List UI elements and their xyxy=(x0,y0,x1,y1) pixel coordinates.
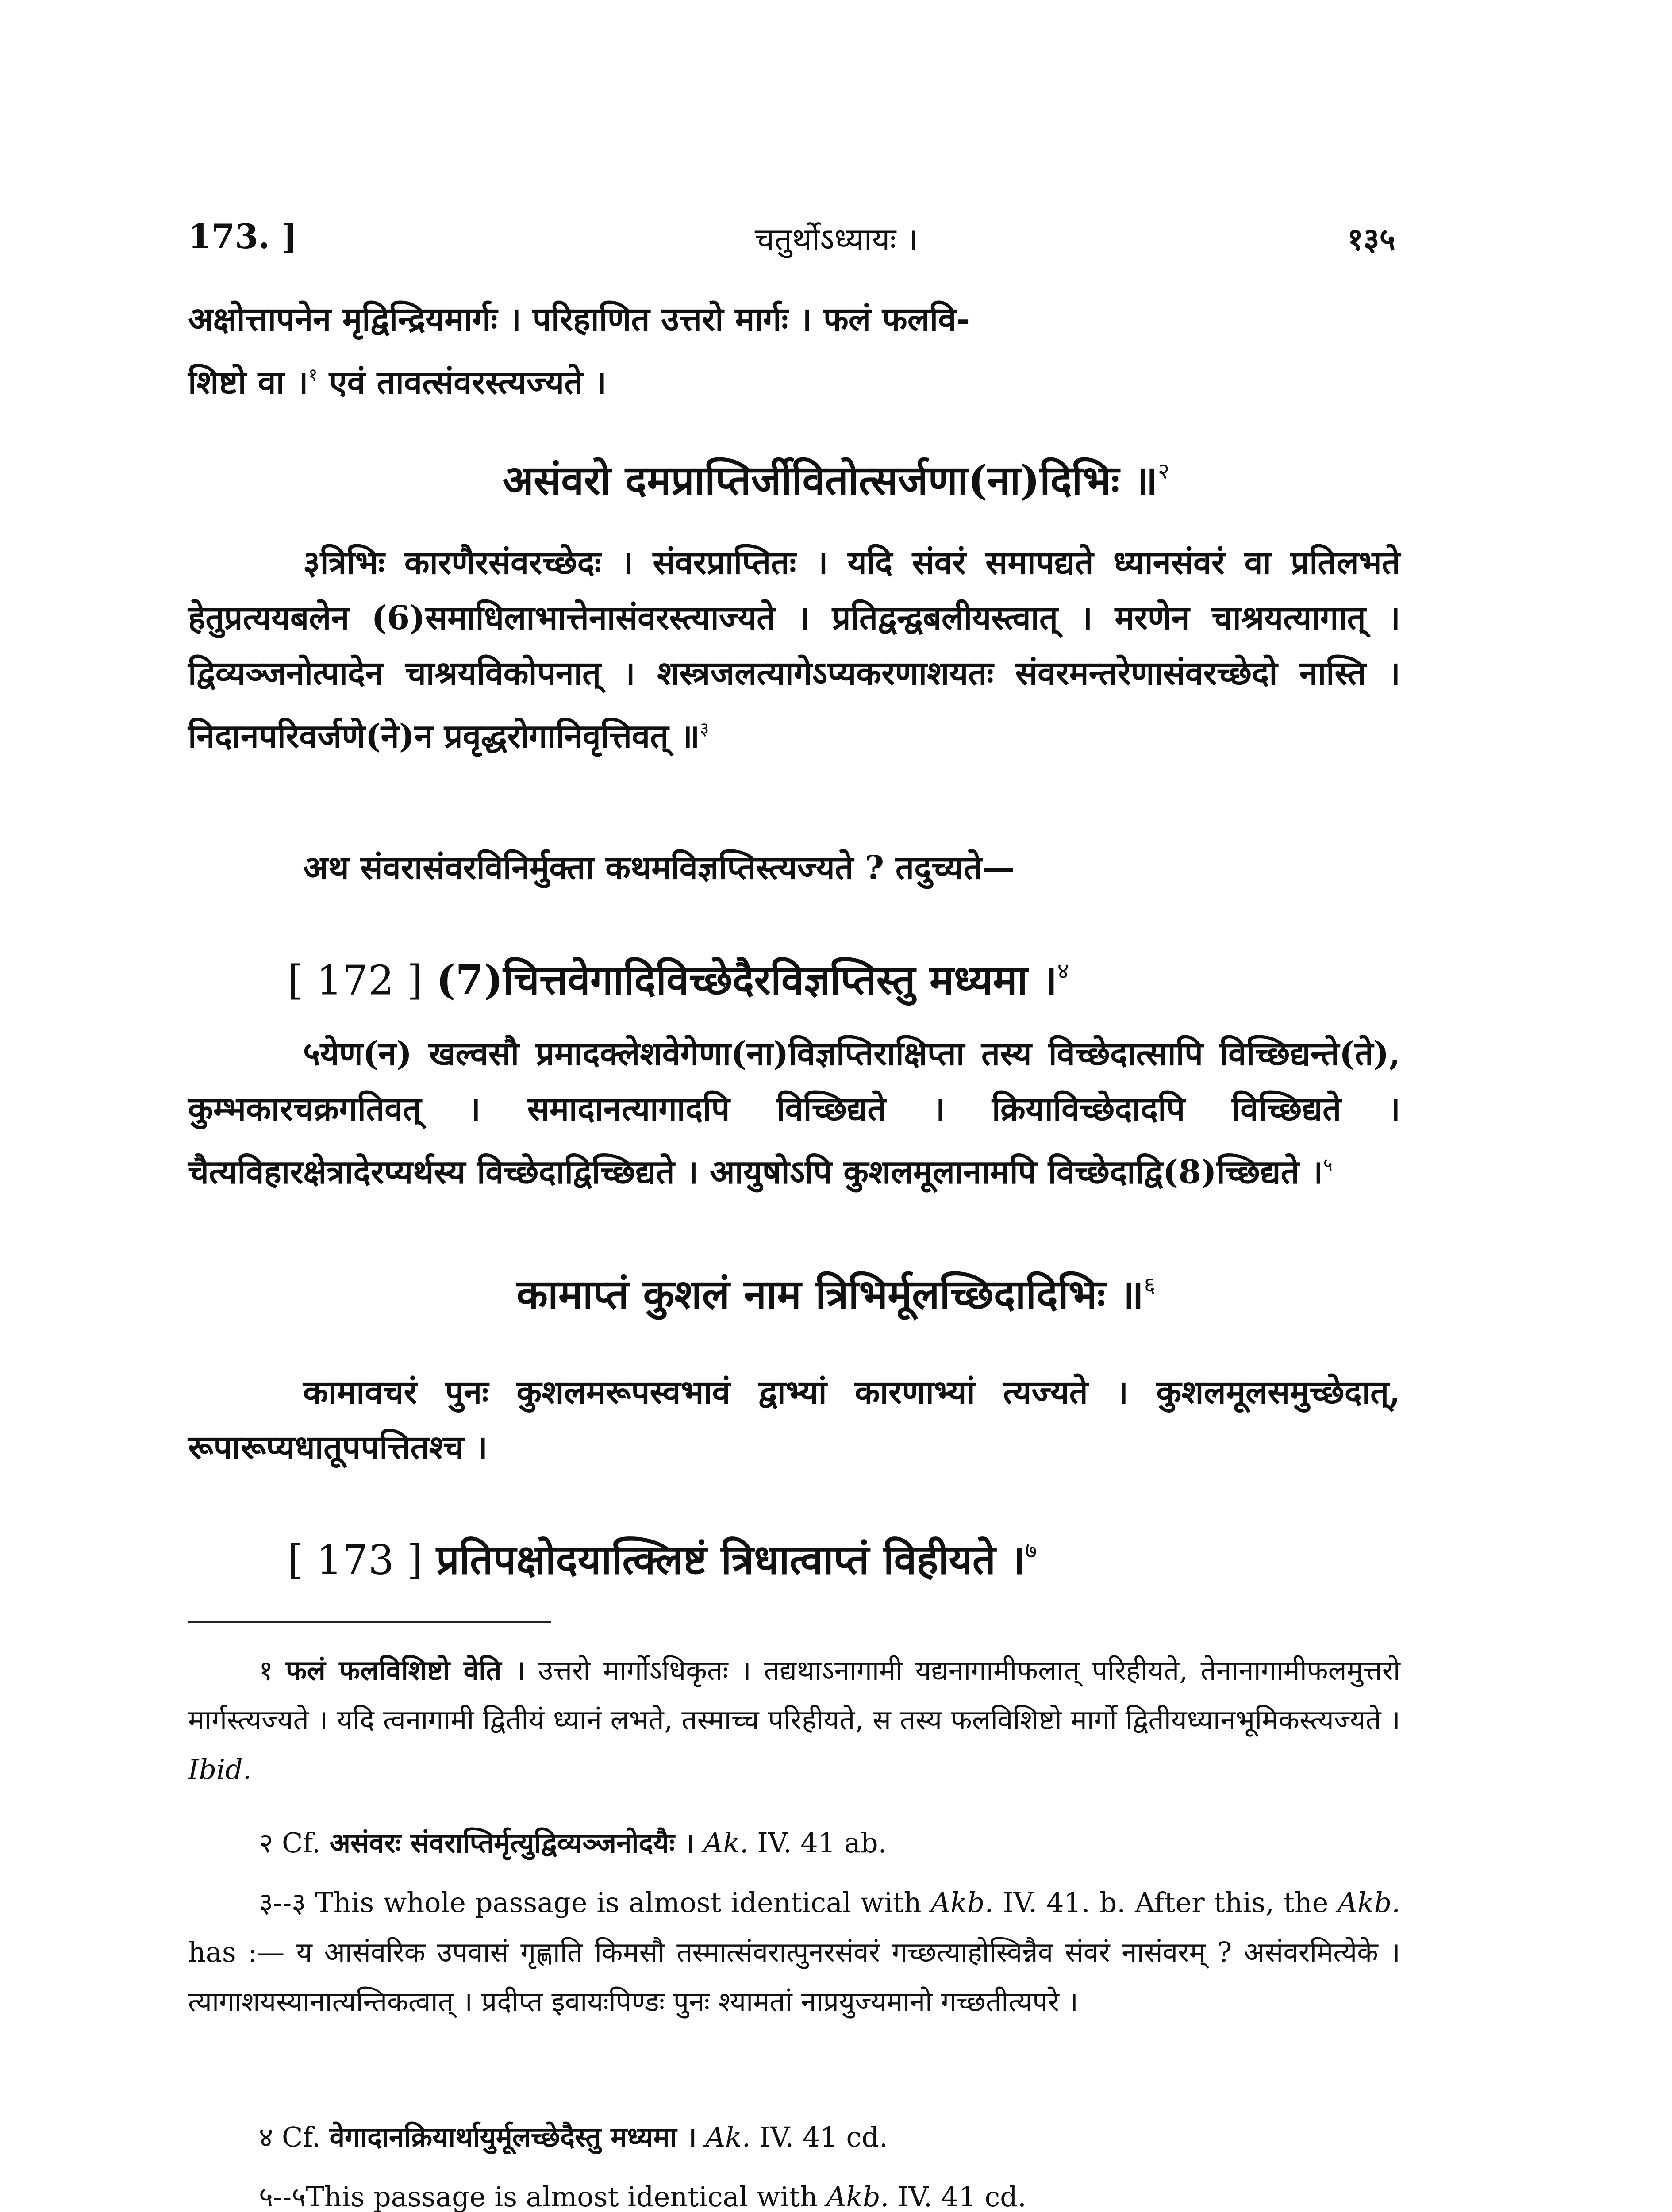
footnote-5-text: This passage is almost identical with xyxy=(306,2181,826,2212)
footnote-2-loc: IV. 41 ab. xyxy=(748,1827,887,1859)
page-number: १३५ xyxy=(1347,221,1395,257)
verse-asamvara xyxy=(0,442,1672,509)
footnote-3-text-c: has :— य आसंवरिक उपवासं गृह्णाति किमसौ तस्मात्संवरात्पुनरसंवरं गच्छत्याहोस्विन्नैव संवरं नासंवरम् ? असंवरमित्येके । त्यागाशयस्यानात्यन्तिकत्वात् । प्रदीप्त इवायःपिण्डः पुनः श्यामतां नाप्रयुज्यमानो गच्छतीत्यपरे । xyxy=(188,1936,1400,2018)
verse-kamaptam-text: कामाप्तं कुशलं नाम त्रिभिर्मूलच्छिदादिभिः ॥ xyxy=(516,1270,1144,1318)
paragraph-2 xyxy=(188,535,1400,764)
footnote-ref-5: ५ xyxy=(1323,1154,1333,1175)
footnote-4-ref: Ak. xyxy=(696,2121,751,2153)
verse-172 xyxy=(288,942,1069,1009)
footnote-3 xyxy=(188,1878,1400,2027)
page-header-section: 173. ] xyxy=(188,217,298,256)
footnote-ref-7: ७ xyxy=(1025,1537,1037,1563)
paragraph-1-line-2: शिष्टो वा । xyxy=(188,363,308,402)
footnote-2-cf: Cf. xyxy=(273,1827,330,1859)
footnote-1 xyxy=(188,1646,1400,1794)
verse-173-number: [ 173 ] xyxy=(288,1536,423,1584)
footnote-3-ref-2: Akb. xyxy=(1338,1886,1401,1919)
page-header-title: चतुर्थोऽध्यायः । xyxy=(754,221,918,257)
footnote-divider xyxy=(188,1621,551,1623)
paragraph-4 xyxy=(188,1026,1400,1200)
footnote-5-mark: ५--५ xyxy=(259,2181,306,2212)
footnote-ref-1: १ xyxy=(308,364,318,385)
paragraph-1 xyxy=(188,292,1400,410)
footnote-ref-4: ४ xyxy=(1057,958,1069,984)
paragraph-2-text: ३त्रिभिः कारणैरसंवरच्छेदः । संवरप्राप्तितः । यदि संवरं समापद्यते ध्यानसंवरं वा प्रतिलभते हेतुप्रत्ययबलेन (6)समाधिलाभात्तेनासंवरस्त्याज्यते । प्रतिद्वन्द्वबलीयस्त्वात् । मरणेन चाश्रयत्यागात् । द्विव्यञ्जनोत्पादेन चाश्रयविकोपनात् । शस्त्रजलत्यागेऽप्यकरणाशयतः संवरमन्तरेणासंवरच्छेदो नास्ति । निदानपरिवर्जणे(ने)न प्रवृद्धरोगानिवृत्तिवत् ॥ xyxy=(188,544,1400,756)
paragraph-4-text: ५येण(न) खल्वसौ प्रमादक्लेशवेगेणा(ना)विज्ञप्तिराक्षिप्ता तस्य विच्छेदात्सापि विच्छिद्यन्ते(ते), कुम्भकारचक्रगतिवत् । समादानत्यागादपि विच्छिद्यते । क्रियाविच्छेदादपि विच्छिद्यते । चैत्यविहारक्षेत्रादेरप्यर्थस्य विच्छेदाद्विच्छिद्यते । आयुषोऽपि कुशलमूलानामपि विच्छेदाद्वि(8)च्छिद्यते । xyxy=(188,1035,1400,1191)
paragraph-1-line-1: अक्षोत्तापनेन मृद्विन्द्रियमार्गः । परिहाणित उत्तरो मार्गः । फलं फलवि- xyxy=(188,300,970,338)
footnote-ref-2: २ xyxy=(1157,458,1170,484)
footnote-2 xyxy=(188,1818,1400,1868)
footnote-4-quote: वेगादानक्रियार्थायुर्मूलच्छेदैस्तु मध्यमा । xyxy=(329,2121,697,2153)
verse-173 xyxy=(288,1522,1037,1589)
footnote-2-quote: असंवरः संवराप्तिर्मृत्युद्विव्यञ्जनोदयैः । xyxy=(329,1827,695,1859)
footnote-3-ref: Akb. xyxy=(930,1886,994,1919)
footnote-2-mark: २ xyxy=(259,1827,273,1859)
paragraph-5 xyxy=(188,1365,1400,1475)
paragraph-5-text: कामावचरं पुनः कुशलमरूपस्वभावं द्वाभ्यां कारणाभ्यां त्यज्यते । कुशलमूलसमुच्छेदात्, रूपारूप्यधातूपपत्तितश्च । xyxy=(188,1373,1400,1467)
verse-172-text: (7)चित्तवेगादिविच्छेदैरविज्ञप्तिस्तु मध्यमा । xyxy=(436,956,1057,1004)
paragraph-1-line-2b: एवं तावत्संवरस्त्यज्यते । xyxy=(317,363,607,402)
footnote-2-ref: Ak. xyxy=(694,1827,749,1859)
footnote-ref-3: ३ xyxy=(700,718,709,739)
paragraph-3-text: अथ संवरासंवरविनिर्मुक्ता कथमविज्ञप्तिस्त्यज्यते ? तदुच्यते— xyxy=(303,849,1015,887)
footnote-1-text: उत्तरो मार्गोऽधिकृतः । तद्यथाऽनागामी यद्यनागामीफलात् परिहीयते, तेनानागामीफलमुत्तरो मार्गस्त्यज्यते । यदि त्वनागामी द्वितीयं ध्यानं लभते, तस्माच्च परिहीयते, स तस्य फलविशिष्टो मार्गो द्वितीयध्यानभूमिकस्त्यज्यते । xyxy=(188,1654,1400,1736)
footnote-1-mark: १ xyxy=(259,1654,273,1686)
footnote-1-lemma: फलं फलविशिष्टो वेति । xyxy=(285,1654,526,1686)
footnote-5 xyxy=(188,2172,1400,2212)
footnote-3-text-a: This whole passage is almost identical with xyxy=(306,1886,931,1919)
footnote-ref-6: ६ xyxy=(1144,1272,1156,1298)
footnote-4 xyxy=(188,2112,1400,2162)
footnote-3-text-b: IV. 41. b. After this, the xyxy=(993,1886,1338,1919)
verse-172-number: [ 172 ] xyxy=(288,956,423,1004)
verse-173-text: प्रतिपक्षोदयात्क्लिष्टं त्रिधात्वाप्तं विहीयते । xyxy=(436,1536,1026,1584)
footnote-5-ref: Akb. xyxy=(826,2181,889,2212)
footnote-1-ref: Ibid. xyxy=(188,1753,252,1786)
verse-kamaptam xyxy=(0,1256,1672,1323)
footnote-4-loc: IV. 41 cd. xyxy=(750,2121,888,2153)
verse-asamvara-text: असंवरो दमप्राप्तिर्जीवितोत्सर्जणा(ना)दिभिः ॥ xyxy=(502,456,1158,504)
footnote-3-mark: ३--३ xyxy=(259,1886,306,1919)
footnote-5-loc: IV. 41 cd. xyxy=(889,2181,1026,2212)
paragraph-3 xyxy=(188,841,1400,896)
footnote-4-mark: ४ xyxy=(259,2121,273,2153)
footnote-4-cf: Cf. xyxy=(273,2121,330,2153)
